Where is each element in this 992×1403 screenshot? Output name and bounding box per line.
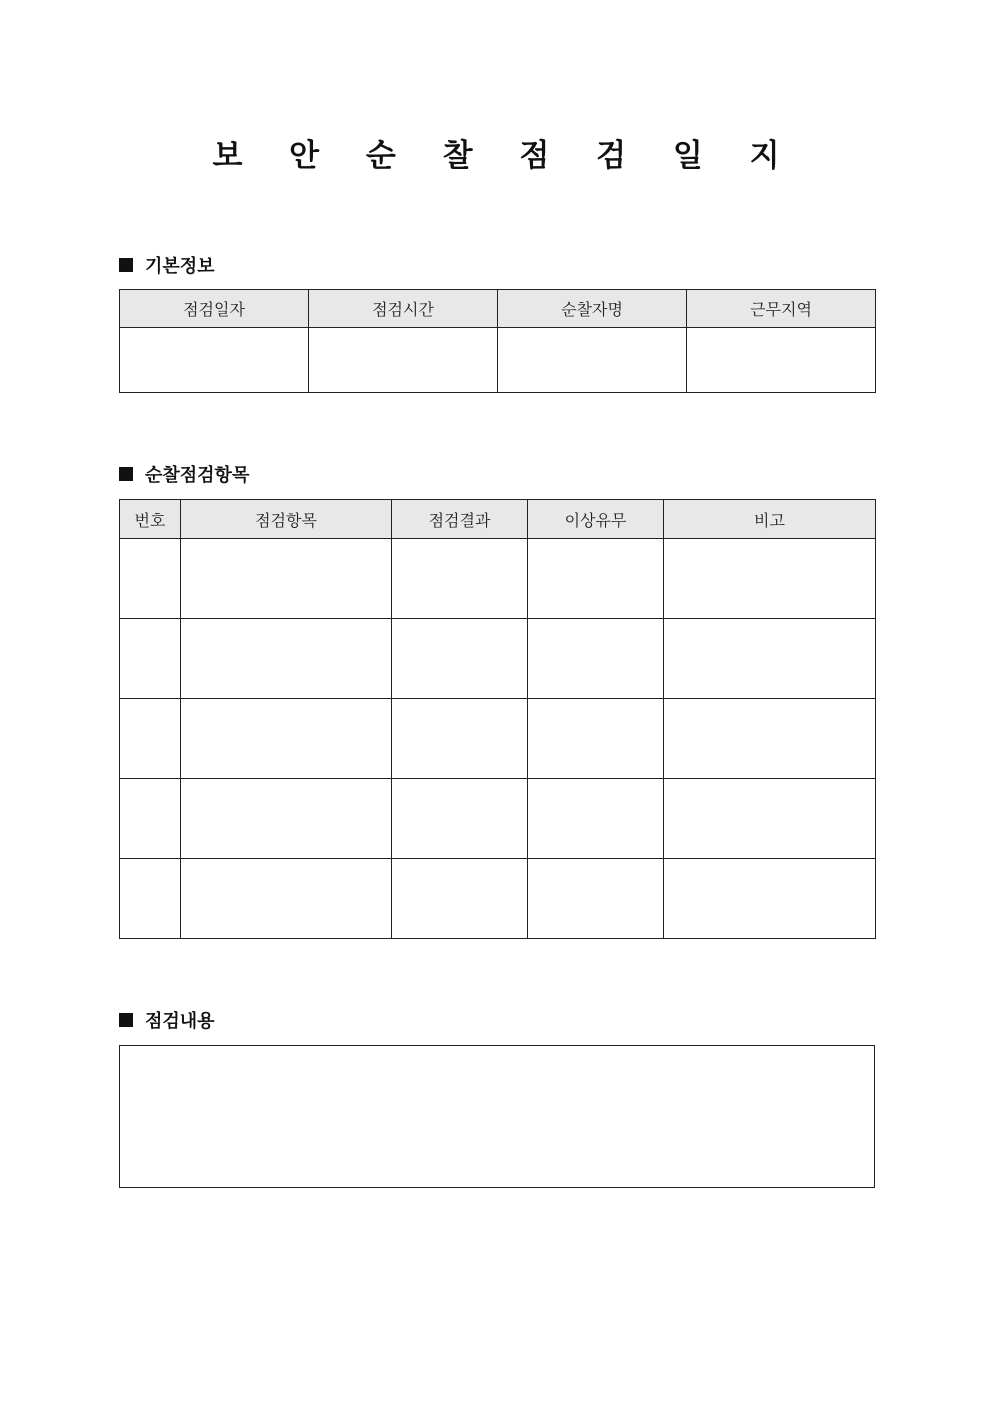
abnormality-cell[interactable] [528,779,664,859]
inspection-date-field[interactable] [120,328,309,393]
remarks-cell[interactable] [664,779,876,859]
inspection-result-cell[interactable] [392,699,528,779]
column-header-inspection-result: 점검결과 [392,500,528,539]
remarks-cell[interactable] [664,859,876,939]
inspection-item-cell[interactable] [181,859,392,939]
abnormality-cell[interactable] [528,859,664,939]
number-cell[interactable] [120,779,181,859]
square-bullet-icon [119,1013,133,1027]
column-header-remarks: 비고 [664,500,876,539]
column-header-patroller-name: 순찰자명 [498,290,687,328]
section-heading-basic-info [119,253,215,277]
patroller-name-field[interactable] [498,328,687,393]
abnormality-cell[interactable] [528,539,664,619]
patrol-items-table [119,499,876,939]
section-heading-inspection-content [119,1008,215,1032]
inspection-content-box[interactable] [119,1045,875,1188]
square-bullet-icon [119,258,133,272]
table-row [120,699,876,779]
remarks-cell[interactable] [664,619,876,699]
section-title: 점검내용 [145,1011,215,1032]
table-row [120,779,876,859]
number-cell[interactable] [120,699,181,779]
square-bullet-icon [119,467,133,481]
inspection-item-cell[interactable] [181,779,392,859]
column-header-inspection-date: 점검일자 [120,290,309,328]
inspection-item-cell[interactable] [181,699,392,779]
inspection-item-cell[interactable] [181,539,392,619]
inspection-result-cell[interactable] [392,619,528,699]
document-title: 보 안 순 찰 점 검 일 지 [212,138,798,174]
inspection-result-cell[interactable] [392,539,528,619]
inspection-time-field[interactable] [309,328,498,393]
column-header-inspection-item: 점검항목 [181,500,392,539]
remarks-cell[interactable] [664,699,876,779]
inspection-item-cell[interactable] [181,619,392,699]
section-heading-patrol-items [119,462,249,486]
number-cell[interactable] [120,619,181,699]
section-title: 순찰점검항목 [145,465,250,486]
inspection-result-cell[interactable] [392,859,528,939]
abnormality-cell[interactable] [528,619,664,699]
section-title: 기본정보 [145,256,215,277]
abnormality-cell[interactable] [528,699,664,779]
remarks-cell[interactable] [664,539,876,619]
table-header-row [120,500,876,539]
work-area-field[interactable] [687,328,876,393]
column-header-abnormality: 이상유무 [528,500,664,539]
table-row [120,859,876,939]
table-row [120,619,876,699]
table-header-row [120,290,876,328]
column-header-work-area: 근무지역 [687,290,876,328]
inspection-result-cell[interactable] [392,779,528,859]
number-cell[interactable] [120,539,181,619]
column-header-number: 번호 [120,500,181,539]
number-cell[interactable] [120,859,181,939]
column-header-inspection-time: 점검시간 [309,290,498,328]
table-row [120,328,876,393]
table-row [120,539,876,619]
basic-info-table [119,289,876,393]
